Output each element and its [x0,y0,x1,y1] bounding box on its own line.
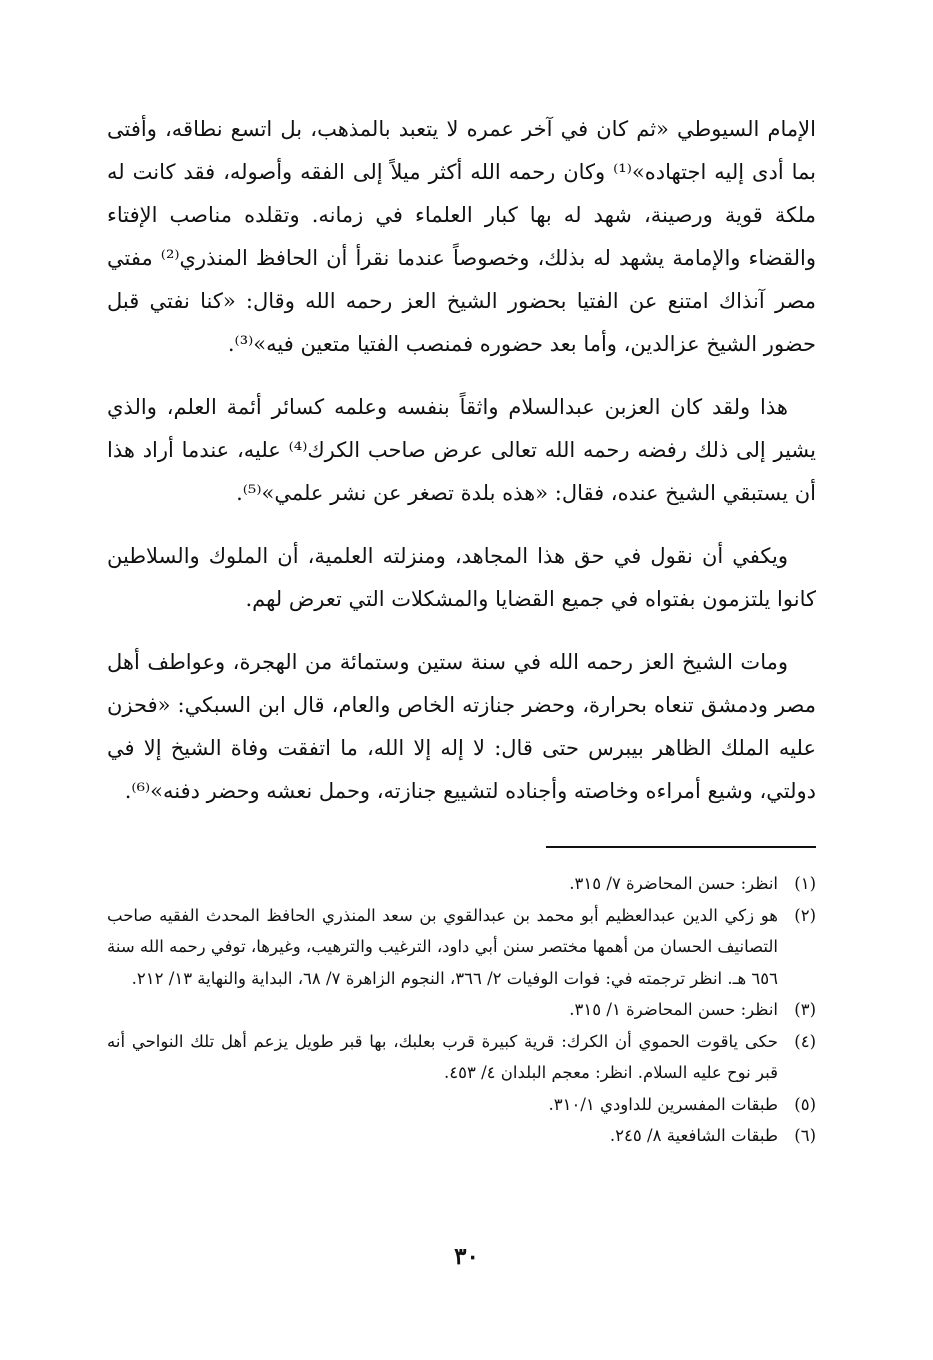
footnote-text: طبقات المفسرين للداودي ٣١٠/١. [548,1094,778,1114]
main-text [107,108,816,833]
footnote-number: (٥) [794,1094,816,1114]
footnote-number: (٤) [794,1031,816,1051]
footnote-number: (٦) [794,1126,816,1145]
footnote-1 [107,868,816,900]
footnotes [107,868,816,1152]
footnote-number: (١) [794,874,816,893]
footnote-2 [107,900,816,995]
paragraph-3: ويكفي أن نقول في حق هذا المجاهد، ومنزلته العلمية، أن الملوك والسلاطين كانوا يلتزمون بفتواه في جميع القضايا والمشكلات التي تعرض لهم. [107,544,816,611]
paragraph-2: هذا ولقد كان العزبن عبدالسلام واثقاً بنفسه وعلمه كسائر أئمة العلم، والذي يشير إلى ذلك رفضه رحمه الله تعالى عرض صاحب الكرك⁽⁴⁾ عليه، عندما أراد هذا أن يستبقي الشيخ عنده، فقال: «هذه بلدة تصغر عن نشر علمي»⁽⁵⁾. [107,395,816,505]
footnote-6 [107,1120,816,1152]
footnote-separator [546,846,816,848]
footnote-number: (٣) [794,1000,816,1019]
footnote-text: طبقات الشافعية ٨/ ٢٤٥. [609,1126,778,1145]
page-number: ٣٠ [454,1243,479,1270]
footnote-number: (٢) [794,905,816,925]
footnote-3 [107,994,816,1026]
paragraph-4: ومات الشيخ العز رحمه الله في سنة ستين وستمائة من الهجرة، وعواطف أهل مصر ودمشق تنعاه بحرارة، وحضر جنازته الخاص والعام، قال ابن السبكي: «فحزن عليه الملك الظاهر بيبرس حتى قال: لا إله إلا الله، ما اتفقت وفاة الشيخ إلا في دولتي، وشيع أمراءه وخاصته وأجناده لتشييع جنازته، وحمل نعشه وحضر دفنه»⁽⁶⁾. [107,650,816,803]
footnote-text: هو زكي الدين عبدالعظيم أبو محمد بن عبدالقوي بن سعد المنذري الحافظ المحدث الفقيه صاحب التصانيف الحسان من أهمها مختصر سنن أبي داود، الترغيب والترهيب، وغيرها، توفي رحمه الله سنة ٦٥٦ هـ. انظر ترجمته في: فوات الوفيات ٢/ ٣٦٦، النجوم الزاهرة ٧/ ٦٨، البداية والنهاية ١٣/ ٢١٢. [107,905,778,988]
footnote-5 [107,1089,816,1121]
paragraph-1: الإمام السيوطي «ثم كان في آخر عمره لا يتعبد بالمذهب، بل اتسع نطاقه، وأفتى بما أدى إليه اجتهاده»⁽¹⁾ وكان رحمه الله أكثر ميلاً إلى الفقه وأصوله، فقد كانت له ملكة قوية ورصينة، شهد له بها كبار العلماء في زمانه. وتقلده مناصب الإفتاء والقضاء والإمامة يشهد له بذلك، وخصوصاً عندما نقرأ أن الحافظ المنذري⁽²⁾ مفتي مصر آنذاك امتنع عن الفتيا بحضور الشيخ العز رحمه الله وقال: «كنا نفتي قبل حضور الشيخ عزالدين، وأما بعد حضوره فمنصب الفتيا متعين فيه»⁽³⁾. [107,117,817,356]
footnote-text: انظر: حسن المحاضرة ١/ ٣١٥. [569,1000,778,1019]
footnote-text: انظر: حسن المحاضرة ٧/ ٣١٥. [569,874,778,893]
footnote-4 [107,1026,816,1089]
footnote-text: حكى ياقوت الحموي أن الكرك: قرية كبيرة قرب بعلبك، بها قبر طويل يزعم أهل تلك النواحي أنه قبر نوح عليه السلام. انظر: معجم البلدان ٤/ ٤٥٣. [107,1031,778,1082]
